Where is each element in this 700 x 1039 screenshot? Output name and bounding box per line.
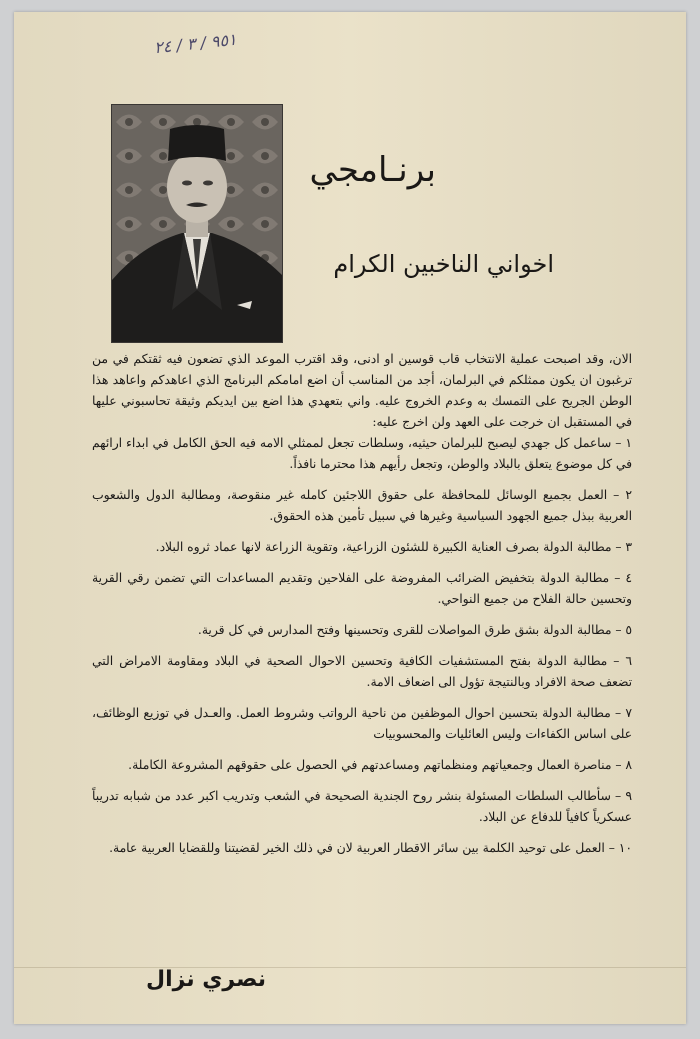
- program-item-4: ٤ – مطالبة الدولة بتخفيض الضرائب المفروضة على الفلاحين وتقديم المساعدات التي تضمن رقي القرية وتحسين حالة الفلاح من جميع النواحي.: [92, 571, 632, 606]
- document-sheet: [14, 12, 686, 1024]
- intro-text: الان، وقد اصبحت عملية الانتخاب قاب قوسين او ادنى، وقد اقترب الموعد الذي تضعون فيه ثقتكم في من ترغبون ان يكون ممثلكم في البرلمان، أجد من المناسب أن اضع امامكم البرنامج الذي اعاهدكم واعاهد هذا الوطن الجريح على التمسك به وعدم الخروج عليه. واني بتعهدي هذا اضع بين ايديكم وثيقة تحاسبوني عليها في المستقبل ان خرجت على العهد ولن اخرج عليه:: [92, 352, 632, 429]
- paper-fold-line: [14, 967, 686, 968]
- program-item-5: ٥ – مطالبة الدولة بشق طرق المواصلات للقرى وتحسينها وفتح المدارس في كل قرية.: [197, 623, 632, 637]
- candidate-signature: نصري نزال: [146, 967, 267, 992]
- program-item-10: ١٠ – العمل على توحيد الكلمة بين سائر الاقطار العربية لان في ذلك الخير لقضيتنا وللقضايا العربية عامة.: [109, 841, 632, 855]
- handwritten-date-note: ٩٥١ / ٣ / ٢٤: [153, 29, 238, 58]
- program-item-2: ٢ – العمل بجميع الوسائل للمحافظة على حقوق اللاجئين كامله غير منقوصة، ومطالبة الدول والشعوب العربية ببذل جميع الجهود السياسية وغيرها في سبيل تأمين هذه الحقوق.: [92, 488, 632, 523]
- program-item-3: ٣ – مطالبة الدولة بصرف العناية الكبيرة للشئون الزراعية، وتقوية الزراعة لانها عماد ثروه البلاد.: [155, 540, 632, 554]
- portrait-image: [112, 105, 282, 342]
- program-item-7: ٧ – مطالبة الدولة بتحسين احوال الموظفين من ناحية الرواتب وشروط العمل. والعـدل في توزيع الوظائف، على اساس الكفاءات وليس العائليات والمحسوبيات: [92, 706, 632, 741]
- program-item-8: ٨ – مناصرة العمال وجمعياتهم ومنظماتهم ومساعدتهم في الحصول على حقوقهم المشروعة الكاملة.: [128, 758, 632, 772]
- salutation-heading: اخواني الناخبين الكرام: [333, 250, 554, 278]
- page-title: برنـامجي: [309, 150, 436, 190]
- program-item-9: ٩ – سأطالب السلطات المسئولة بنشر روح الجندية الصحيحة في الشعب وتدريب اكبر عدد من شبابه تدريباً عسكرياً كافياً للدفاع عن البلاد.: [92, 789, 632, 824]
- program-body: [92, 349, 632, 869]
- candidate-portrait: [111, 104, 283, 343]
- program-item-1: ١ – ساعمل كل جهدي ليصبح للبرلمان حيثيه، وسلطات تجعل لممثلي الامه فيه الحق الكامل في ابداء ارائهم في كل موضوع يتعلق بالبلاد والوطن، وتجعل رأيهم هذا محترما نافذاً.: [92, 436, 632, 471]
- intro-paragraph: [92, 349, 632, 433]
- program-item-6: ٦ – مطالبة الدولة بفتح المستشفيات الكافية وتحسين الاحوال الصحية في البلاد ومقاومة الامراض التي تضعف صحة الافراد وبالنتيجة تؤول الى اضعاف الامة.: [92, 654, 632, 689]
